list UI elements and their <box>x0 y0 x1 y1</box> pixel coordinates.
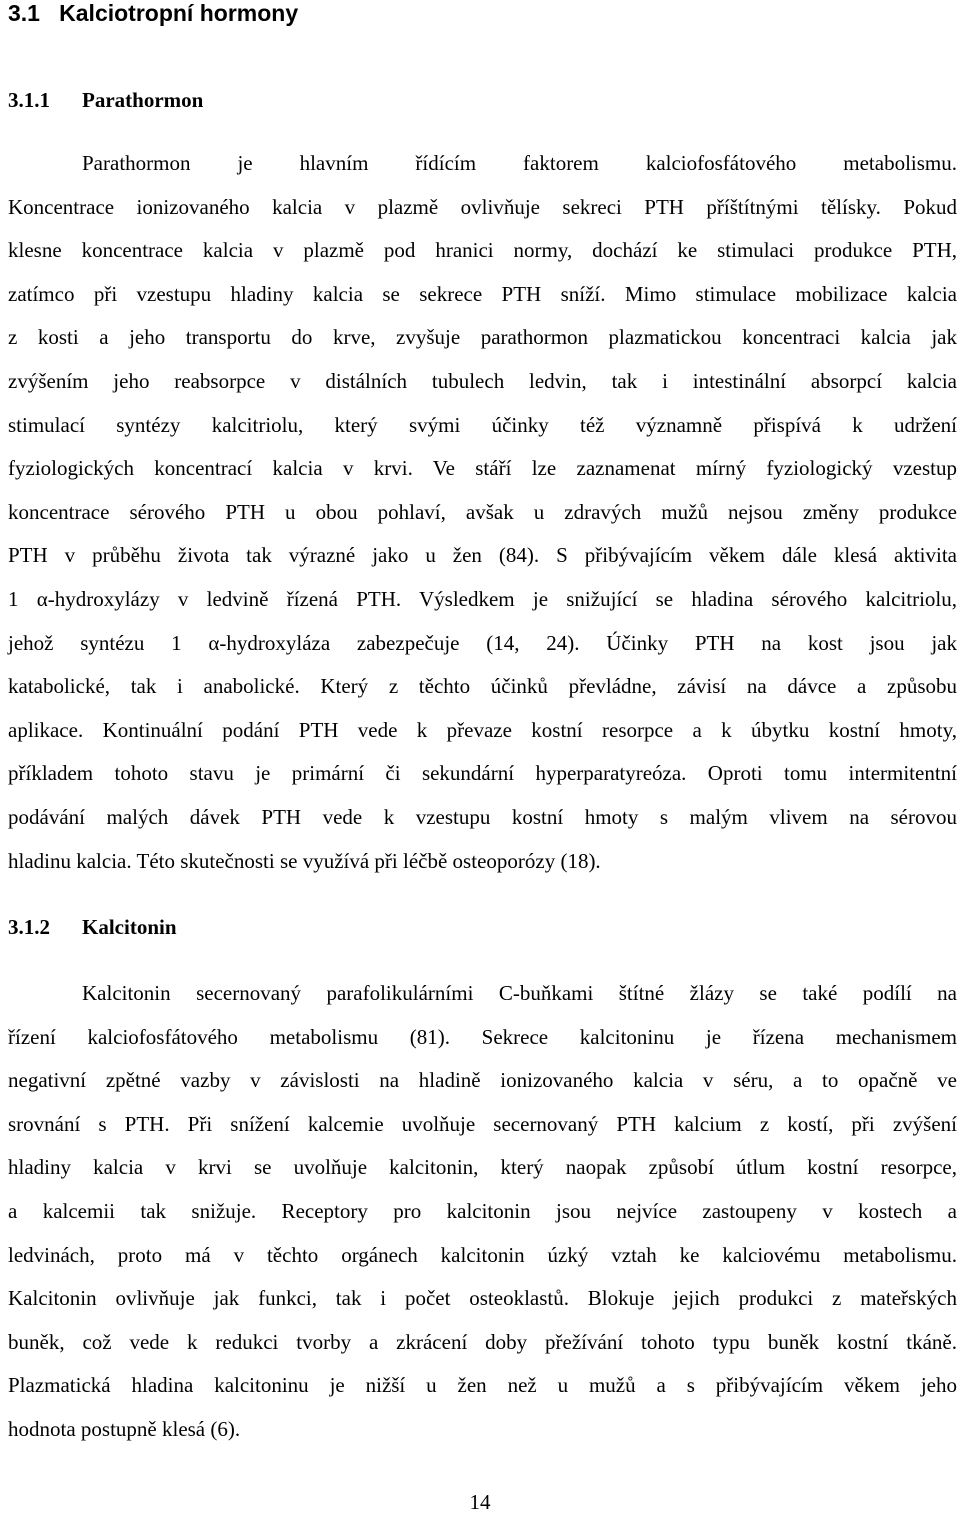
paragraph-kalcitonin <box>8 972 957 1452</box>
paragraph-line: Parathormon je hlavním řídícím faktorem kalciofosfátového metabolismu. <box>82 151 957 175</box>
paragraph-line: koncentrace sérového PTH u obou pohlaví, avšak u zdravých mužů nejsou změny produkce <box>8 499 957 524</box>
paragraph-line: stimulací syntézy kalcitriolu, který svými účinky též významně přispívá k udržení <box>8 412 957 437</box>
paragraph-line: negativní zpětné vazby v závislosti na hladině ionizovaného kalcia v séru, a to opačně ve <box>8 1068 957 1093</box>
paragraph-line: 1 α-hydroxylázy v ledvině řízená PTH. Výsledkem je snižující se hladina sérového kalcitriolu, <box>8 586 957 611</box>
paragraph-line: a kalcemii tak snižuje. Receptory pro kalcitonin jsou nejvíce zastoupeny v kostech a <box>8 1198 957 1223</box>
subsection-title: Parathormon <box>82 88 204 112</box>
paragraph-line: hladinu kalcia. Této skutečnosti se využívá při léčbě osteoporózy (18). <box>8 848 601 873</box>
section-number: 3.1 <box>8 0 40 26</box>
section-heading <box>8 0 298 28</box>
paragraph-line: hladiny kalcia v krvi se uvolňuje kalcitonin, který naopak způsobí útlum kostní resorpce, <box>8 1155 957 1180</box>
paragraph-line: fyziologických koncentrací kalcia v krvi. Ve stáří lze zaznamenat mírný fyziologický vzestup <box>8 456 957 481</box>
paragraph-line: Kalcitonin secernovaný parafolikulárními C-buňkami štítné žlázy se také podílí na <box>82 981 957 1005</box>
paragraph-line: buněk, což vede k redukci tvorby a zkrácení doby přežívání tohoto typu buněk kostní tkáně. <box>8 1329 957 1354</box>
paragraph-line: jehož syntézu 1 α-hydroxyláza zabezpečuje (14, 24). Účinky PTH na kost jsou jak <box>8 630 957 655</box>
paragraph-line: Kalcitonin ovlivňuje jak funkci, tak i počet osteoklastů. Blokuje jejich produkci z mateřských <box>8 1286 957 1311</box>
subsection-heading-parathormon <box>8 86 203 114</box>
page-number: 14 <box>469 1490 491 1514</box>
paragraph-line: PTH v průběhu života tak výrazné jako u žen (84). S přibývajícím věkem dále klesá aktivita <box>8 543 957 568</box>
subsection-number: 3.1.1 <box>8 88 50 112</box>
paragraph-line: podávání malých dávek PTH vede k vzestupu kostní hmoty s malým vlivem na sérovou <box>8 804 957 829</box>
paragraph-line: zvýšením jeho reabsorpce v distálních tubulech ledvin, tak i intestinální absorpcí kalcia <box>8 368 957 393</box>
paragraph-line: hodnota postupně klesá (6). <box>8 1416 241 1441</box>
paragraph-line: z kosti a jeho transportu do krve, zvyšuje parathormon plazmatickou koncentraci kalcia jak <box>8 325 957 350</box>
subsection-number: 3.1.2 <box>8 915 50 939</box>
section-title: Kalciotropní hormony <box>59 0 299 26</box>
paragraph-line: Koncentrace ionizovaného kalcia v plazmě ovlivňuje sekreci PTH příštítnými tělísky. Pokud <box>8 194 957 219</box>
paragraph-line: aplikace. Kontinuální podání PTH vede k převaze kostní resorpce a k úbytku kostní hmoty, <box>8 717 957 742</box>
paragraph-line: zatímco při vzestupu hladiny kalcia se sekrece PTH sníží. Mimo stimulace mobilizace kalcia <box>8 281 957 306</box>
paragraph-parathormon <box>8 142 957 883</box>
subsection-title: Kalcitonin <box>82 915 177 939</box>
paragraph-line: srovnání s PTH. Při snížení kalcemie uvolňuje secernovaný PTH kalcium z kostí, při zvýšení <box>8 1111 957 1136</box>
subsection-heading-kalcitonin <box>8 913 177 941</box>
paragraph-line: řízení kalciofosfátového metabolismu (81). Sekrece kalcitoninu je řízena mechanismem <box>8 1024 957 1049</box>
paragraph-line: ledvinách, proto má v těchto orgánech kalcitonin úzký vztah ke kalciovému metabolismu. <box>8 1242 957 1267</box>
paragraph-line: Plazmatická hladina kalcitoninu je nižší u žen než u mužů a s přibývajícím věkem jeho <box>8 1373 957 1398</box>
paragraph-line: klesne koncentrace kalcia v plazmě pod hranici normy, dochází ke stimulaci produkce PTH, <box>8 238 957 263</box>
paragraph-line: katabolické, tak i anabolické. Který z těchto účinků převládne, závisí na dávce a způsobu <box>8 674 957 699</box>
paragraph-line: příkladem tohoto stavu je primární či sekundární hyperparatyreóza. Oproti tomu intermitentní <box>8 761 957 786</box>
